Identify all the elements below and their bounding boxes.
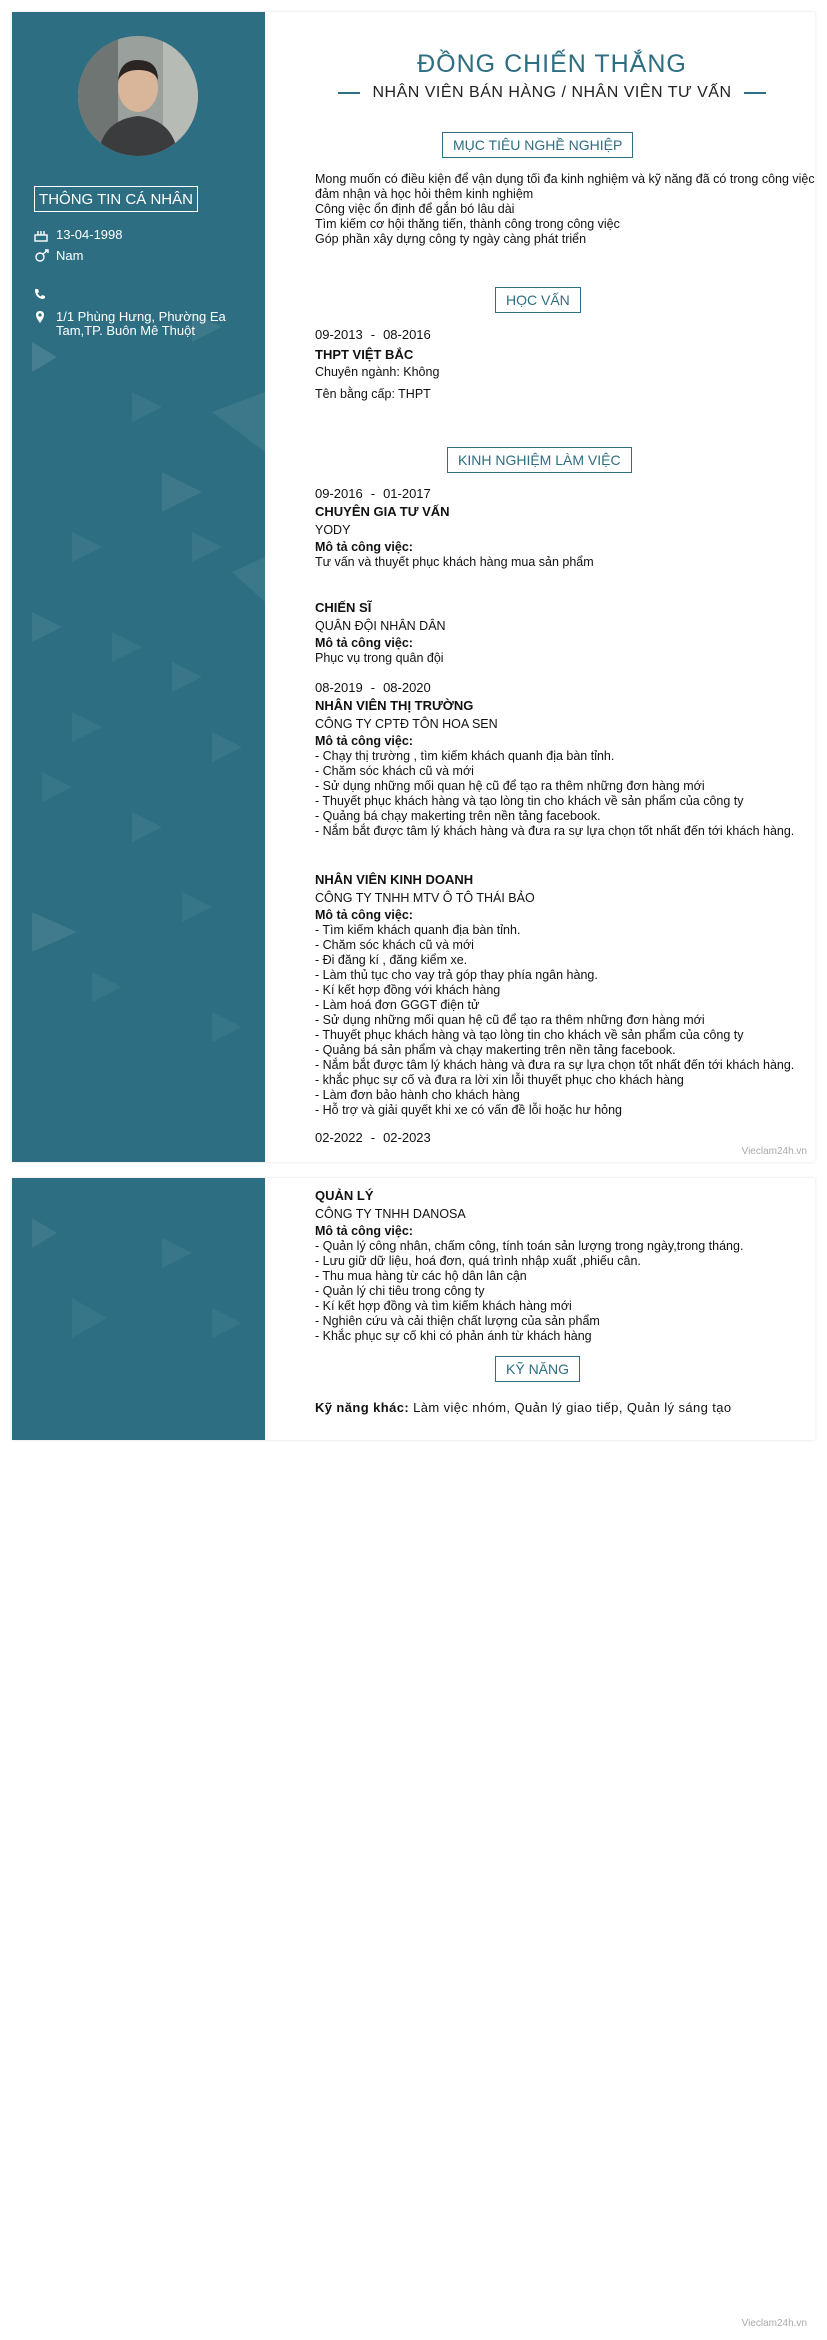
skills-line xyxy=(315,1400,732,1415)
phone-row xyxy=(34,288,226,303)
triangle-pattern xyxy=(12,1178,265,1440)
education-major: Chuyên ngành: Không xyxy=(315,365,440,379)
objective-heading: MỤC TIÊU NGHỀ NGHIỆP xyxy=(442,132,633,158)
full-name: ĐỒNG CHIẾN THẮNG xyxy=(417,50,687,78)
skills-value: Làm việc nhóm, Quản lý giao tiếp, Quản lý sáng tạo xyxy=(413,1400,732,1415)
location-pin-icon xyxy=(34,310,56,338)
gender-icon xyxy=(34,249,56,266)
role-line xyxy=(302,84,802,102)
phone-value xyxy=(56,288,226,303)
job-desc-label: Mô tả công việc: xyxy=(315,908,413,922)
gender-value: Nam xyxy=(56,248,84,263)
job-desc-label: Mô tả công việc: xyxy=(315,1224,413,1238)
skills-label: Kỹ năng khác: xyxy=(315,1400,410,1415)
job-desc-label: Mô tả công việc: xyxy=(315,636,413,650)
job-desc: - Quản lý công nhân, chấm công, tính toán sản lượng trong ngày,trong tháng. - Lưu giữ dữ liệu, hoá đơn, quá trình nhập xuất ,phiếu cân. - Thu mua hàng từ các hộ dân lân cận - Quản lý chi tiêu trong công ty - Kí kết hợp đồng và tìm kiếm khách hàng mới - Nghiên cứu và cải thiện chất lượng của sản phẩm - Khắc phục sự cố khi có phản ánh từ khách hàng xyxy=(315,1239,744,1343)
gender-row xyxy=(34,249,226,266)
sidebar xyxy=(12,1178,265,1440)
job-desc: Phục vụ trong quân đội xyxy=(315,651,444,665)
birthday-value: 13-04-1998 xyxy=(56,227,123,242)
address-line-2: Tam,TP. Buôn Mê Thuột xyxy=(56,323,195,338)
education-heading: HỌC VẤN xyxy=(495,287,581,313)
job-desc: - Tìm kiếm khách quanh địa bàn tỉnh. - Chăm sóc khách cũ và mới - Đi đăng kí , đăng kiểm xe. - Làm thủ tục cho vay trả góp thay phía ngân hàng. - Kí kết hợp đồng với khách hàng - Làm hoá đơn GGGT điện tử - Sử dụng những mối quan hệ cũ để tạo ra thêm những đơn hàng mới - Thuyết phục khách hàng và tạo lòng tin cho khách về sản phẩm của công ty - Quảng bá sản phẩm và chạy makerting trên nền tảng facebook. - Nắm bắt được tâm lý khách hàng và đưa ra sự lựa chọn tốt nhất đến tới khách hàng. - khắc phục sự cố và đưa ra lời xin lỗi thuyết phục cho khách hàng - Làm đơn bảo hành cho khách hàng - Hỗ trợ và giải quyết khi xe có vấn đề lỗi hoặc hư hỏng xyxy=(315,923,795,1117)
skills-heading: KỸ NĂNG xyxy=(495,1356,580,1382)
education-dates: 09-2013 - 08-2016 xyxy=(315,327,431,342)
birthday-cake-icon xyxy=(34,228,56,245)
address-value xyxy=(56,310,226,338)
experience-heading: KINH NGHIỆM LÀM VIỆC xyxy=(447,447,632,473)
job-title: NHÂN VIÊN THỊ TRƯỜNG xyxy=(315,698,474,713)
job-title: NHÂN VIÊN BÁN HÀNG / NHÂN VIÊN TƯ VẤN xyxy=(372,84,732,101)
objective-text: Mong muốn có điều kiện để vận dụng tối đa kinh nghiệm và kỹ năng đã có trong công việc đảm nhận và học hỏi thêm kinh nghiệm Công việc ổn định để gắn bó lâu dài Tìm kiếm cơ hội thăng tiến, thành công trong công việc Góp phần xây dựng công ty ngày càng phát triển xyxy=(315,172,815,246)
phone-icon xyxy=(34,288,56,303)
watermark: Vieclam24h.vn xyxy=(741,1146,807,1157)
job-title: NHÂN VIÊN KINH DOANH xyxy=(315,872,474,887)
job-desc: Tư vấn và thuyết phục khách hàng mua sản phẩm xyxy=(315,555,594,569)
job-company: YODY xyxy=(315,523,351,537)
job-desc-label: Mô tả công việc: xyxy=(315,540,413,554)
job-desc: - Chạy thị trường , tìm kiếm khách quanh địa bàn tỉnh. - Chăm sóc khách cũ và mới - Sử dụng những mối quan hệ cũ để tạo ra thêm những đơn hàng mới - Thuyết phục khách hàng và tạo lòng tin cho khách về sản phẩm của công ty - Quảng bá chạy makerting trên nền tảng facebook. - Nắm bắt được tâm lý khách hàng và đưa ra sự lựa chọn tốt nhất đến tới khách hàng. xyxy=(315,749,795,838)
education-degree: Tên bằng cấp: THPT xyxy=(315,387,431,401)
job-company: CÔNG TY TNHH MTV Ô TÔ THÁI BẢO xyxy=(315,891,535,905)
address-row xyxy=(34,310,226,338)
job-company: CÔNG TY TNHH DANOSA xyxy=(315,1207,466,1221)
job-dates: 08-2019 - 08-2020 xyxy=(315,680,431,695)
job-title: CHIẾN SĨ xyxy=(315,600,372,615)
address-line-1: 1/1 Phùng Hưng, Phường Ea xyxy=(56,309,226,324)
job-title: QUẢN LÝ xyxy=(315,1188,374,1203)
personal-info-heading: THÔNG TIN CÁ NHÂN xyxy=(34,186,198,212)
sidebar xyxy=(12,12,265,1162)
avatar xyxy=(78,36,198,156)
job-desc-label: Mô tả công việc: xyxy=(315,734,413,748)
resume-page-1 xyxy=(12,12,815,1162)
triangle-pattern xyxy=(12,12,265,1162)
education-school: THPT VIỆT BẮC xyxy=(315,347,414,362)
birthday-row xyxy=(34,228,226,245)
role-divider-right xyxy=(744,92,766,94)
job-title: CHUYÊN GIA TƯ VẤN xyxy=(315,504,450,519)
job-dates: 09-2016 - 01-2017 xyxy=(315,486,431,501)
job-dates: 02-2022 - 02-2023 xyxy=(315,1130,431,1145)
job-company: QUÂN ĐỘI NHÂN DÂN xyxy=(315,619,446,633)
role-divider-left xyxy=(338,92,360,94)
resume-page-2 xyxy=(12,1178,815,1440)
job-company: CÔNG TY CPTĐ TÔN HOA SEN xyxy=(315,717,498,731)
watermark: Vieclam24h.vn xyxy=(741,2318,807,2329)
